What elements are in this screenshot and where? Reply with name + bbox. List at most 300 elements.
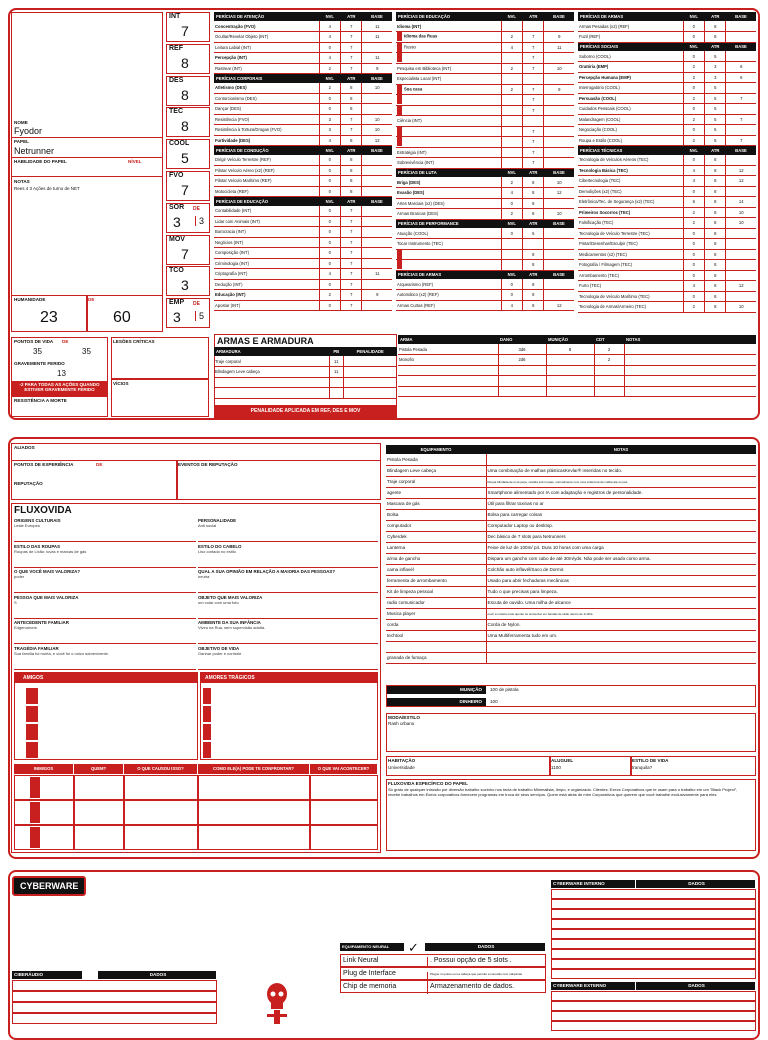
skill-name (214, 258, 319, 269)
inimigos-cell[interactable] (124, 800, 198, 825)
equipment-row[interactable] (386, 652, 756, 663)
skill-atr: 8 (523, 177, 544, 188)
equipment-row[interactable] (386, 498, 756, 509)
cyberware-interno-row[interactable] (551, 899, 756, 909)
dinheiro-label: DINHEIRO (386, 698, 486, 706)
skill-nvl[interactable]: 4 (501, 42, 523, 53)
cyberware-interno-row[interactable] (551, 909, 756, 919)
humanidade-max[interactable]: 60 (113, 309, 131, 326)
armor-cell (343, 388, 397, 399)
fluxovida-field[interactable] (198, 544, 378, 568)
skill-name (214, 269, 319, 280)
cyberware-interno-row[interactable] (551, 939, 756, 949)
skill-nvl[interactable]: 0 (683, 186, 705, 197)
skill-header-row (578, 12, 756, 21)
field-title: O QUE VOCÊ MAIS VALORIZA? (14, 569, 81, 574)
fluxovida-field[interactable] (14, 595, 196, 619)
skill-nvl[interactable]: 2 (501, 209, 523, 220)
skill-row (396, 239, 574, 250)
skill-atr: 8 (705, 186, 726, 197)
skill-nvl[interactable] (501, 53, 523, 64)
skill-label: Percepção Humana (EMP) (579, 74, 631, 80)
inimigos-col-header: QUEM? (74, 764, 123, 774)
stat-value[interactable]: 3 (181, 277, 189, 294)
cyberware-interno-row[interactable] (551, 959, 756, 969)
equipment-row[interactable] (386, 619, 756, 630)
skill-name (214, 279, 319, 290)
skill-nvl[interactable]: 0 (683, 260, 705, 271)
weapon-row[interactable] (398, 386, 756, 397)
skill-nvl[interactable]: 2 (319, 290, 341, 301)
weapons-col-header: MUNIÇÃO (546, 335, 594, 344)
skill-nvl[interactable]: 2 (683, 114, 705, 125)
dinheiro-value[interactable]: 100 (490, 699, 498, 704)
skill-nvl[interactable]: 0 (683, 83, 705, 94)
sub-skill-marker (397, 260, 402, 269)
equipment-row[interactable] (386, 597, 756, 608)
skill-nvl[interactable]: 0 (683, 21, 705, 32)
skill-nvl[interactable]: 0 (319, 165, 341, 176)
skill-base (544, 116, 574, 127)
skill-name (396, 249, 501, 260)
armor-row[interactable] (214, 356, 397, 367)
skill-nvl[interactable]: 0 (319, 227, 341, 238)
skill-base (362, 279, 392, 290)
skill-name (214, 186, 319, 197)
nvl-header: NVL (501, 219, 523, 228)
skill-label: Tecnologia de Armas/Armeiro (TEC) (579, 304, 647, 310)
skill-nvl[interactable]: 4 (319, 269, 341, 280)
skill-nvl[interactable]: 4 (683, 165, 705, 176)
skill-nvl[interactable]: 2 (501, 63, 523, 74)
skill-atr: 8 (705, 197, 726, 208)
cyberware-interno-row[interactable] (551, 889, 756, 899)
nvl-header: NVL (683, 12, 705, 21)
skill-atr: 7 (341, 32, 362, 43)
equipment-row[interactable] (386, 641, 756, 652)
cyberware-externo-row[interactable] (551, 1001, 756, 1011)
skill-label: Fotografia / Filmagem (TEC) (579, 262, 633, 268)
armor-row[interactable] (214, 388, 397, 399)
skill-label: Medicamentos (x2) (TEC) (579, 251, 627, 257)
inimigos-cell[interactable] (198, 825, 310, 850)
skill-nvl[interactable]: 0 (683, 228, 705, 239)
skill-name (578, 155, 683, 166)
cyberware-interno-dados: DADOS (636, 880, 755, 888)
pv-value[interactable]: 35 (33, 347, 42, 356)
skill-nvl[interactable] (501, 137, 523, 148)
skill-nvl[interactable] (501, 74, 523, 85)
skill-name (396, 105, 501, 116)
stat-cool (166, 139, 210, 169)
weapon-cell (624, 376, 756, 387)
inimigos-col-header: COMO ELE(A) PODE TE CONFRONTAR? (198, 764, 309, 774)
cyberware-interno-row[interactable] (551, 919, 756, 929)
skill-label: Dedução (INT) (215, 281, 243, 287)
equipment-row[interactable] (386, 553, 756, 564)
weapon-row[interactable] (398, 365, 756, 376)
estilo-value[interactable]: tranquila? (632, 765, 653, 770)
skill-label: Resistência (FVO) (215, 116, 250, 122)
skill-name (578, 32, 683, 43)
equipment-row[interactable] (386, 531, 756, 542)
skill-nvl[interactable]: 2 (683, 302, 705, 313)
skill-row (396, 105, 574, 116)
stat-value[interactable]: 8 (181, 86, 189, 103)
skill-nvl[interactable] (501, 147, 523, 158)
skill-nvl[interactable]: 0 (319, 206, 341, 217)
ciberaudio-row[interactable] (12, 1013, 217, 1024)
skill-nvl[interactable]: 0 (319, 176, 341, 187)
papel-value[interactable]: Netrunner (14, 146, 55, 156)
skill-atr (523, 21, 544, 32)
inimigos-cell[interactable] (14, 825, 74, 850)
fluxovida-field[interactable] (14, 544, 196, 568)
weapon-cell (398, 376, 498, 387)
ciberaudio-row[interactable] (12, 991, 217, 1002)
skill-nvl[interactable]: 0 (683, 291, 705, 302)
skill-nvl[interactable]: 0 (319, 258, 341, 269)
fluxovida-field[interactable] (198, 569, 378, 593)
skill-nvl[interactable]: 0 (319, 300, 341, 311)
equipment-row[interactable] (386, 487, 756, 498)
stat-value[interactable]: 7 (181, 182, 189, 198)
skill-nvl[interactable]: 4 (683, 281, 705, 292)
skill-label: Idioma das Ruas (404, 33, 438, 39)
equipment-row[interactable] (386, 608, 756, 619)
inimigos-cell[interactable] (74, 800, 124, 825)
skill-row (578, 186, 756, 197)
neural-row[interactable] (340, 967, 546, 980)
skill-nvl[interactable]: 2 (501, 84, 523, 95)
stat-de-label: DE (193, 205, 200, 212)
field-value: um colar com uma foto (198, 599, 239, 605)
fluxovida-field[interactable] (198, 595, 378, 619)
armor-row[interactable] (214, 367, 397, 378)
skill-nvl[interactable] (501, 260, 523, 271)
skill-nvl[interactable]: 2 (683, 62, 705, 73)
cyberware-interno-row[interactable] (551, 969, 756, 979)
skill-nvl[interactable]: 0 (683, 125, 705, 136)
skill-base (726, 155, 756, 166)
inimigos-cell[interactable] (310, 775, 378, 800)
skill-base: 7 (726, 93, 756, 104)
skill-nvl[interactable]: 4 (319, 21, 341, 32)
stat-de-value[interactable]: 3 (195, 216, 204, 226)
humanidade-value[interactable]: 23 (40, 309, 58, 326)
amigo-marker (26, 706, 38, 722)
skill-nvl[interactable]: 0 (683, 104, 705, 115)
equipment-note: Escuta de ouvido. Uma milha de alcance (486, 597, 756, 608)
stat-de-value[interactable]: 5 (195, 311, 204, 321)
stat-value[interactable]: 3 (173, 309, 181, 326)
skill-base (544, 53, 574, 64)
stat-value[interactable]: 8 (181, 118, 189, 135)
skill-name (396, 63, 501, 74)
fluxovida-field[interactable] (14, 646, 196, 670)
equipment-name: arma de gancho (386, 553, 486, 564)
skill-nvl[interactable]: 0 (319, 186, 341, 197)
skill-atr: 3 (705, 62, 726, 73)
stat-value[interactable]: 7 (181, 245, 189, 262)
skill-atr: 7 (341, 290, 362, 301)
inimigo-marker (30, 827, 40, 848)
aluguel-value[interactable]: 1100 (551, 765, 561, 770)
grave-value[interactable]: 13 (57, 369, 66, 378)
weapon-row[interactable] (398, 355, 756, 366)
ciberaudio-row[interactable] (12, 980, 217, 991)
skill-label: Dirigir Veículo Terrestre (REF) (215, 157, 271, 162)
armor-header-row (214, 347, 397, 356)
skill-name (396, 188, 501, 199)
skill-row (578, 114, 756, 125)
skill-nvl[interactable]: 0 (319, 216, 341, 227)
inimigos-cell[interactable] (14, 775, 74, 800)
skill-nvl[interactable] (501, 95, 523, 106)
cyberware-externo-row[interactable] (551, 991, 756, 1001)
skill-name (578, 291, 683, 302)
skill-atr: 8 (705, 155, 726, 166)
skill-atr: 7 (341, 114, 362, 125)
fluxovida-field[interactable] (14, 518, 196, 542)
skill-label: Malandragem (COOL) (579, 116, 621, 122)
skill-row (396, 249, 574, 260)
skill-base (362, 237, 392, 248)
inimigos-cell[interactable] (198, 775, 310, 800)
nome-value[interactable]: Fyodor (14, 126, 43, 136)
skill-row (396, 116, 574, 127)
skill-nvl[interactable]: 0 (683, 239, 705, 250)
skill-nvl[interactable]: 2 (683, 72, 705, 83)
skill-base (726, 186, 756, 197)
skill-nvl[interactable]: 0 (683, 249, 705, 260)
skill-nvl[interactable]: 0 (501, 198, 523, 209)
neural-item: Link Neural (343, 957, 379, 964)
skill-atr: 8 (341, 104, 362, 115)
armor-row[interactable] (214, 377, 397, 388)
skill-nvl[interactable]: 0 (319, 104, 341, 115)
skill-nvl[interactable]: 2 (683, 135, 705, 146)
skill-nvl[interactable]: 0 (319, 93, 341, 104)
skill-nvl[interactable]: 0 (683, 51, 705, 62)
skill-nvl[interactable]: 2 (683, 93, 705, 104)
skill-nvl[interactable]: 0 (683, 32, 705, 43)
skill-name (214, 125, 319, 136)
inimigos-cell[interactable] (14, 800, 74, 825)
skill-nvl[interactable]: 2 (683, 207, 705, 218)
field-value: S (14, 599, 17, 605)
equipment-name: Kit de limpeza pessoal (386, 586, 486, 597)
skill-base (362, 155, 392, 166)
skill-nvl[interactable]: 2 (501, 32, 523, 43)
skill-nvl[interactable]: 2 (683, 218, 705, 229)
inimigos-cell[interactable] (74, 775, 124, 800)
skill-base: 10 (544, 177, 574, 188)
habitacao-value[interactable]: Universidade (388, 765, 415, 770)
skill-nvl[interactable]: 0 (319, 279, 341, 290)
armor-table (214, 347, 397, 399)
ciberaudio-row[interactable] (12, 1002, 217, 1013)
skill-row (214, 290, 392, 301)
inimigos-cell[interactable] (198, 800, 310, 825)
skill-nvl[interactable]: 3 (319, 125, 341, 136)
amigo-marker (26, 688, 38, 704)
skill-nvl[interactable]: 3 (319, 114, 341, 125)
skill-header-row (396, 12, 574, 21)
skill-nvl[interactable]: 0 (501, 228, 523, 239)
equipment-row[interactable] (386, 575, 756, 586)
skill-nvl[interactable]: 0 (319, 155, 341, 166)
skill-row (396, 42, 574, 53)
notas-col-header: NOTAS (486, 445, 756, 454)
skill-nvl[interactable]: 6 (683, 197, 705, 208)
skill-nvl[interactable]: 0 (319, 42, 341, 53)
skill-nvl[interactable]: 4 (319, 53, 341, 64)
skill-row (396, 209, 574, 220)
neural-row[interactable] (340, 954, 546, 967)
skill-name (578, 21, 683, 32)
fluxovida-field[interactable] (14, 569, 196, 593)
municao-value[interactable]: 100 de pistola (490, 687, 519, 692)
stat-value[interactable]: 3 (173, 213, 181, 230)
equipment-name: Cyberdek (386, 531, 486, 542)
skill-nvl[interactable]: 4 (319, 32, 341, 43)
skill-base (362, 165, 392, 176)
fluxovida-field[interactable] (198, 620, 378, 644)
skill-base (726, 239, 756, 250)
inimigos-cell[interactable] (124, 825, 198, 850)
skill-nvl[interactable]: 4 (501, 300, 523, 311)
equipment-name: Traje corporal (386, 476, 486, 487)
skill-nvl[interactable]: 2 (501, 177, 523, 188)
fluxovida-field[interactable] (198, 518, 378, 542)
equipment-row[interactable] (386, 564, 756, 575)
skill-atr: 8 (705, 281, 726, 292)
skill-nvl[interactable]: 0 (683, 155, 705, 166)
skill-nvl[interactable] (501, 239, 523, 250)
skill-nvl[interactable] (501, 126, 523, 137)
equipment-row[interactable] (386, 586, 756, 597)
stat-value[interactable]: 5 (181, 150, 189, 167)
skill-name (214, 248, 319, 259)
stat-value[interactable]: 7 (181, 23, 189, 39)
skill-base (362, 300, 392, 311)
skill-atr: 8 (705, 291, 726, 302)
skill-row (396, 32, 574, 43)
stat-int (166, 12, 210, 42)
skill-atr: 8 (523, 249, 544, 260)
weapon-cell (594, 365, 624, 376)
notas-value[interactable]: Rees 4 3 Ações de turno de NET (14, 186, 80, 191)
skill-nvl[interactable]: 0 (683, 270, 705, 281)
skill-base: 12 (544, 188, 574, 199)
armor-cell (343, 377, 397, 388)
skill-nvl[interactable] (501, 21, 523, 32)
inimigos-cell[interactable] (74, 825, 124, 850)
equipment-note: Tudo o que precisas para limpeza. (486, 586, 756, 597)
skill-base (726, 32, 756, 43)
skill-header-row (214, 146, 392, 155)
equipment-row[interactable] (386, 476, 756, 487)
equipment-row[interactable] (386, 520, 756, 531)
inimigos-cell[interactable] (310, 800, 378, 825)
fluxo-papel-text[interactable]: Só grato de qualquer intrusão por diversão trabalho sozinho nos tecla de trabalho Minimalista, limpo, e organizado. Clientes: Execs Corporativos que te usam para o trabalho em um "Black Project", recebe trabalhos em Execs corporativos fornecem programas em troca de seus serviços. Quem está atrás de mim Corporativos que querem que você trabalhe exclusivamente para eles. (388, 787, 738, 797)
neural-row[interactable] (340, 980, 546, 993)
inimigos-cell[interactable] (124, 775, 198, 800)
cyberware-interno-row[interactable] (551, 949, 756, 959)
skill-base: 10 (726, 302, 756, 313)
skill-name (214, 32, 319, 43)
base-header: BASE (544, 12, 574, 21)
skill-row (214, 216, 392, 227)
skill-nvl[interactable]: 0 (319, 237, 341, 248)
cyberware-externo-row[interactable] (551, 1021, 756, 1031)
equipment-row[interactable] (386, 509, 756, 520)
weapons-col-header: CDT (594, 335, 624, 344)
skill-nvl[interactable] (501, 158, 523, 169)
skill-atr: 7 (341, 42, 362, 53)
skill-nvl[interactable]: 0 (319, 248, 341, 259)
inimigos-cell[interactable] (310, 825, 378, 850)
skill-label: Tecnologia Básica (TEC) (579, 167, 628, 173)
skill-base: 12 (362, 135, 392, 146)
equipment-row[interactable] (386, 542, 756, 553)
skill-label: Percepção (INT) (215, 55, 247, 61)
equipment-row[interactable] (386, 454, 756, 465)
skill-row (578, 302, 756, 313)
skill-atr: 7 (523, 158, 544, 169)
skill-nvl[interactable]: 0 (501, 279, 523, 290)
weapon-row[interactable] (398, 376, 756, 387)
skill-row (214, 83, 392, 94)
skill-name (214, 114, 319, 125)
skill-nvl[interactable]: 4 (683, 176, 705, 187)
skill-atr: 5 (705, 93, 726, 104)
skill-nvl[interactable] (501, 249, 523, 260)
skill-row (578, 197, 756, 208)
fluxovida-field[interactable] (14, 620, 196, 644)
skill-nvl[interactable]: 0 (501, 290, 523, 301)
equipment-row[interactable] (386, 465, 756, 476)
fluxovida-field[interactable] (198, 646, 378, 670)
stat-de-label: DE (193, 301, 200, 308)
sub-skill-marker (397, 53, 402, 62)
stat-value[interactable]: 8 (181, 54, 189, 71)
cyberware-externo-row[interactable] (551, 1011, 756, 1021)
weapon-row[interactable] (398, 344, 756, 355)
cyberware-title: CYBERWARE (12, 876, 86, 896)
skill-nvl[interactable]: 2 (319, 83, 341, 94)
pv-max[interactable]: 35 (82, 347, 91, 356)
equipment-name (386, 641, 486, 652)
skill-atr: 8 (705, 21, 726, 32)
skill-nvl[interactable] (501, 105, 523, 116)
skill-nvl[interactable]: 4 (501, 188, 523, 199)
skill-nvl[interactable]: 2 (319, 63, 341, 74)
neural-dados: DADOS (425, 943, 545, 951)
skill-nvl[interactable]: 4 (319, 135, 341, 146)
equipment-row[interactable] (386, 630, 756, 641)
field-title: OBJETIVO DE VIDA (198, 645, 240, 651)
skill-nvl[interactable] (501, 116, 523, 127)
skill-atr: 8 (341, 155, 362, 166)
atr-header: ATR (341, 74, 362, 83)
equipment-note (486, 454, 756, 465)
cyberware-interno-row[interactable] (551, 929, 756, 939)
moda-value[interactable]: Rash urbano (388, 721, 415, 726)
ciberaudio-header: CIBERÁUDIO (12, 971, 82, 979)
skill-base: 12 (544, 300, 574, 311)
